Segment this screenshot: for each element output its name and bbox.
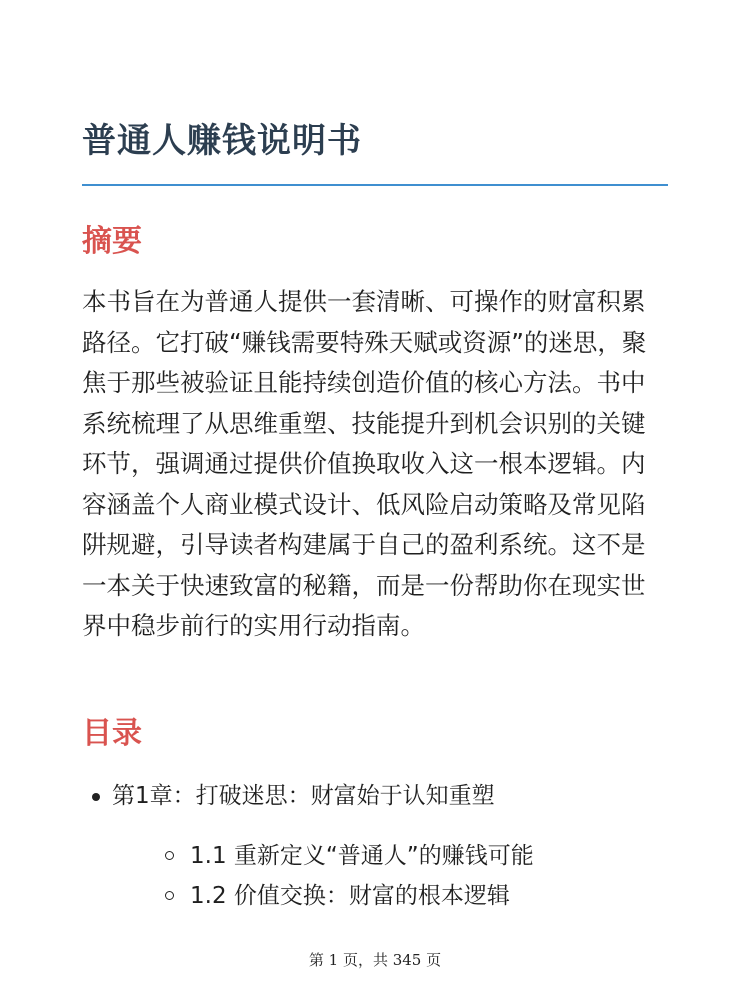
toc-section-item[interactable] — [190, 876, 510, 916]
document-title: 普通人赚钱说明书 — [82, 121, 362, 161]
abstract-heading: 摘要 — [82, 224, 142, 259]
toc-section-label: 1.2 价值交换：财富的根本逻辑 — [190, 883, 510, 909]
toc-chapter-item[interactable] — [112, 776, 495, 816]
toc-section-label: 1.1 重新定义“普通人”的赚钱可能 — [190, 843, 534, 869]
title-divider — [82, 184, 668, 186]
abstract-paragraph: 本书旨在为普通人提供一套清晰、可操作的财富积累路径。它打破“赚钱需要特殊天赋或资源”的迷思，聚焦于那些被验证且能持续创造价值的核心方法。书中系统梳理了从思维重塑、技能提升到机会识别的关键环节，强调通过提供价值换取收入这一根本逻辑。内容涵盖个人商业模式设计、低风险启动策略及常见陷阱规避，引导读者构建属于自己的盈利系统。这不是一本关于快速致富的秘籍，而是一份帮助你在现实世界中稳步前行的实用行动指南。 — [82, 287, 647, 640]
toc-heading: 目录 — [82, 716, 142, 751]
bullet-circle-icon — [165, 851, 174, 860]
toc-section-item[interactable] — [190, 836, 534, 876]
bullet-circle-icon — [165, 891, 174, 900]
page-footer: 第 1 页，共 345 页 — [308, 951, 442, 969]
bullet-disc-icon — [92, 793, 100, 801]
toc-chapter-label: 第1章：打破迷思：财富始于认知重塑 — [112, 783, 495, 809]
